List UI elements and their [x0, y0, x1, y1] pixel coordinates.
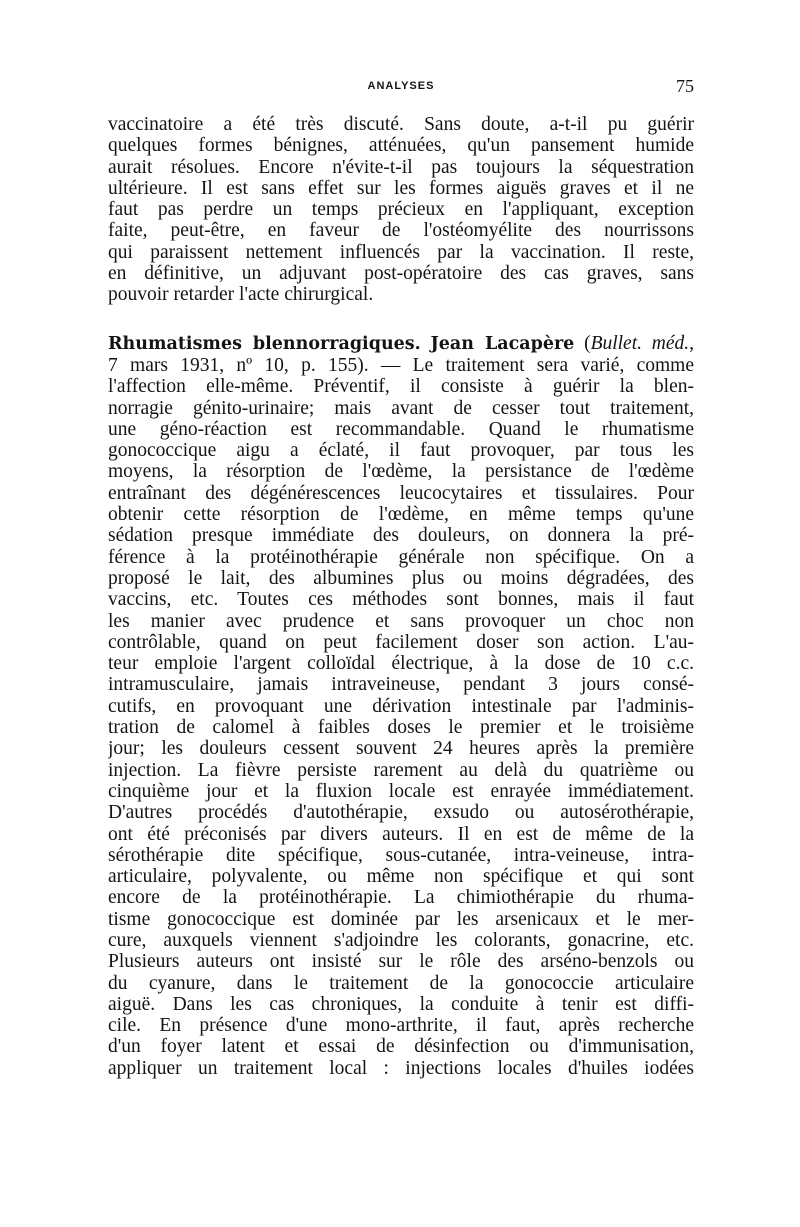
text-line: du cyanure, dans le traitement de la gonococcie articulaire [108, 972, 694, 994]
text-line: férence à la protéinothérapie générale non spécifique. On a [108, 546, 694, 568]
paragraph-continued [108, 114, 694, 306]
text-line: aurait résolues. Encore n'évite-t-il pas toujours la séquestration [108, 156, 694, 178]
text-line: Plusieurs auteurs ont insisté sur le rôle des arséno-benzols ou [108, 951, 694, 973]
text-line: gonococcique aigu a éclaté, il faut provoquer, par tous les [108, 440, 694, 462]
text-line: d'un foyer latent et essai de désinfection ou d'immunisation, [108, 1036, 694, 1058]
journal-open-paren: ( [584, 332, 591, 354]
text-line: qui paraissent nettement influencés par la vaccination. Il reste, [108, 241, 694, 263]
text-line: faut pas perdre un temps précieux en l'appliquant, exception [108, 199, 694, 221]
text-line: proposé le lait, des albumines plus ou moins dégradées, des [108, 567, 694, 589]
text-line: intramusculaire, jamais intraveineuse, pendant 3 jours consé- [108, 674, 694, 696]
text-line: obtenir cette résorption de l'œdème, en même temps qu'une [108, 504, 694, 526]
text-line: sédation presque immédiate des douleurs, on donnera la pré- [108, 525, 694, 547]
text-line: tration de calomel à faibles doses le premier et le troisième [108, 717, 694, 739]
journal-name: Bullet. méd. [590, 332, 690, 354]
page-number: 75 [676, 76, 694, 96]
journal-comma: , [689, 332, 694, 354]
text-line: l'affection elle-même. Préventif, il consiste à guérir la blen- [108, 376, 694, 398]
text-line: jour; les douleurs cessent souvent 24 heures après la première [108, 738, 694, 760]
article-body [108, 355, 694, 1079]
text-line: injection. La fièvre persiste rarement au delà du quatrième ou [108, 759, 694, 781]
text-line: ont été préconisés par divers auteurs. Il en est de même de la [108, 823, 694, 845]
text-line: encore de la protéinothérapie. La chimiothérapie du rhuma- [108, 887, 694, 909]
text-line: tisme gonococcique est dominée par les arsenicaux et le mer- [108, 908, 694, 930]
section-spacer [108, 306, 694, 333]
text-line: cile. En présence d'une mono-arthrite, il faut, après recherche [108, 1015, 694, 1037]
text-line: aiguë. Dans les cas chroniques, la conduite à tenir est diffi- [108, 993, 694, 1015]
text-line: contrôlable, quand on peut facilement doser son action. L'au- [108, 631, 694, 653]
text-line: sérothérapie dite spécifique, sous-cutanée, intra-veineuse, intra- [108, 844, 694, 866]
text-line: vaccins, etc. Toutes ces méthodes sont bonnes, mais il faut [108, 589, 694, 611]
text-line: pouvoir retarder l'acte chirurgical. [108, 284, 374, 306]
text-line: teur emploie l'argent colloïdal électrique, à la dose de 10 c.c. [108, 653, 694, 675]
article-author: Jean Lacapère [430, 333, 575, 354]
text-line: les manier avec prudence et sans provoquer un choc non [108, 610, 694, 632]
text-line: en définitive, un adjuvant post-opératoire des cas graves, sans [108, 263, 694, 285]
text-line: quelques formes bénignes, atténuées, qu'un pansement humide [108, 135, 694, 157]
running-header [108, 76, 694, 104]
article-heading-line [108, 333, 694, 355]
text-line: cure, auxquels viennent s'adjoindre les colorants, gonacrine, etc. [108, 929, 694, 951]
article-title: Rhumatismes blennorragiques. [108, 333, 421, 354]
text-line: entraînant des dégénérescences leucocytaires et tissulaires. Pour [108, 482, 694, 504]
body-text [108, 114, 694, 1079]
text-line: D'autres procédés d'autothérapie, exsudo ou autosérothérapie, [108, 802, 694, 824]
text-line: faite, peut-être, en faveur de l'ostéomyélite des nourrissons [108, 220, 694, 242]
text-line: moyens, la résorption de l'œdème, la persistance de l'œdème [108, 461, 694, 483]
text-line: une géno-réaction est recommandable. Quand le rhumatisme [108, 418, 694, 440]
text-line: cinquième jour et la fluxion locale est enrayée immédiatement. [108, 780, 694, 802]
text-line: norragie génito-urinaire; mais avant de cesser tout traitement, [108, 397, 694, 419]
text-line: ultérieure. Il est sans effet sur les formes aiguës graves et il ne [108, 177, 694, 199]
article-review [108, 333, 694, 1079]
text-line: cutifs, en provoquant une dérivation intestinale par l'adminis- [108, 695, 694, 717]
text-line: vaccinatoire a été très discuté. Sans doute, a-t-il pu guérir [108, 114, 694, 135]
text-line: appliquer un traitement local : injections locales d'huiles iodées [108, 1057, 694, 1079]
book-page [108, 76, 694, 1079]
text-line: 7 mars 1931, nº 10, p. 155). — Le traitement sera varié, comme [108, 354, 694, 376]
text-line: articulaire, polyvalente, ou même non spécifique et qui sont [108, 866, 694, 888]
running-title: ANALYSES [367, 80, 435, 92]
